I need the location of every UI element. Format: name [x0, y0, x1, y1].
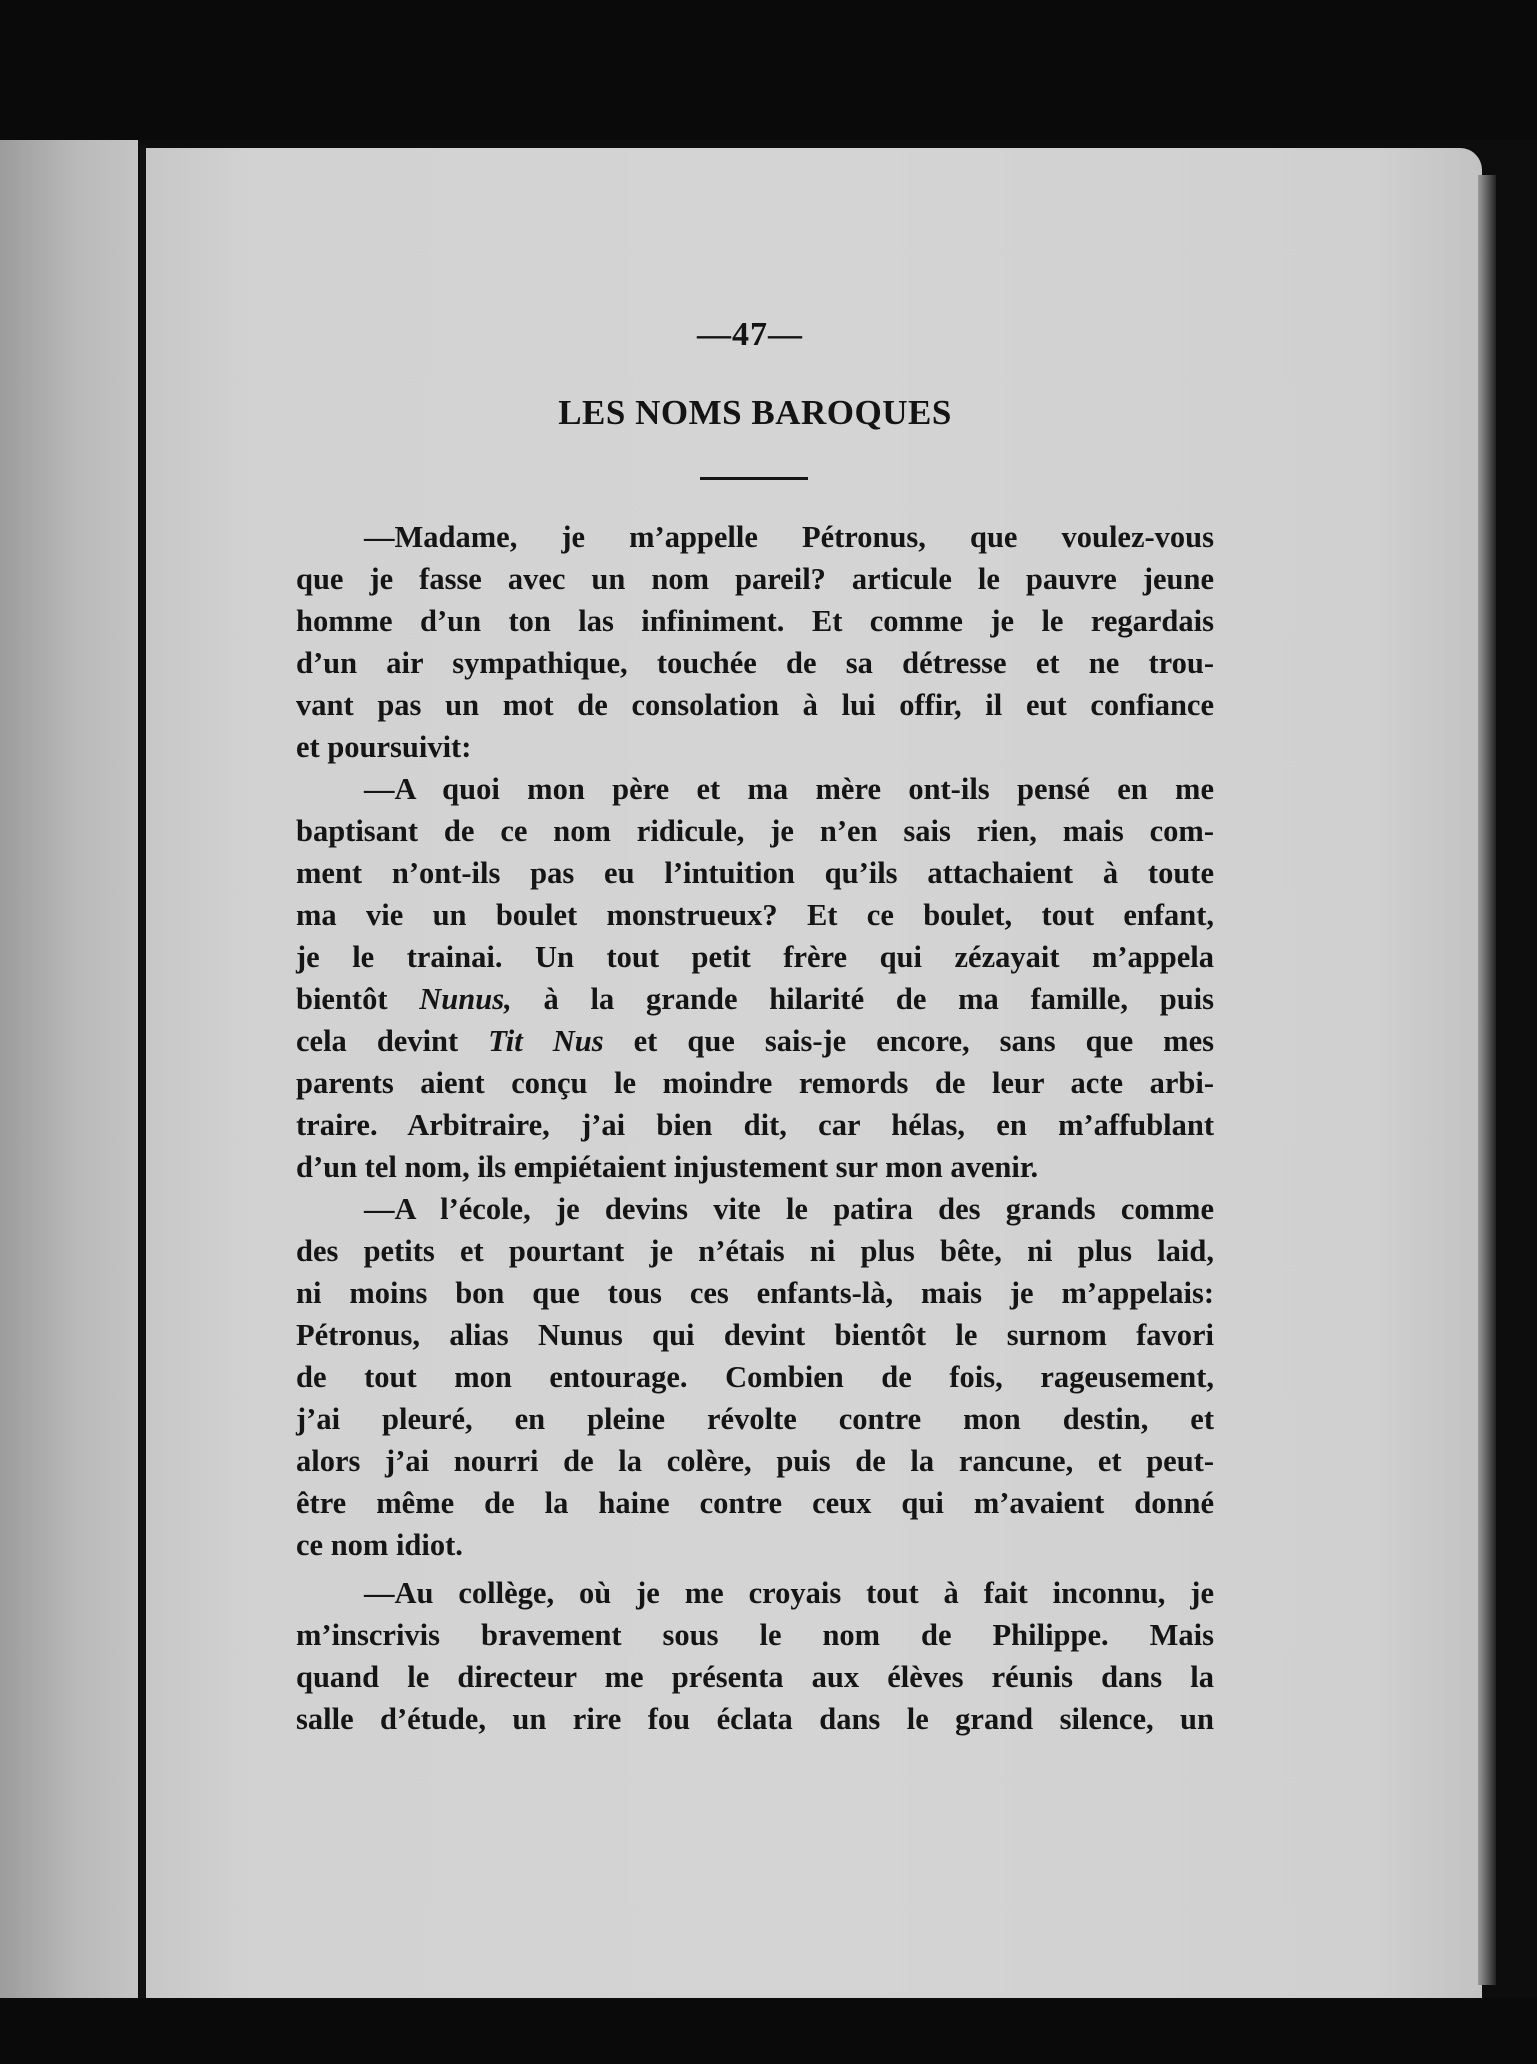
text-line: —Au collège, où je me croyais tout à fait inconnu, je — [364, 1576, 1214, 1610]
page-edge-shadow — [1478, 175, 1496, 1985]
text-line: m’inscrivis bravement sous le nom de Philippe. Mais — [296, 1618, 1214, 1652]
italic-name: Tit Nus — [488, 1024, 604, 1058]
text-line: —A quoi mon père et ma mère ont-ils pensé en me — [364, 772, 1214, 806]
text-line: être même de la haine contre ceux qui m’avaient donné — [296, 1486, 1214, 1520]
text-line: —Madame, je m’appelle Pétronus, que voulez-vous — [364, 520, 1214, 554]
paragraph — [296, 516, 1214, 768]
text-line: ce nom idiot. — [296, 1528, 463, 1562]
text-line: baptisant de ce nom ridicule, je n’en sais rien, mais com- — [296, 814, 1214, 848]
text-line: quand le directeur me présenta aux élèves réunis dans la — [296, 1660, 1214, 1694]
text-line: homme d’un ton las infiniment. Et comme je le regardais — [296, 604, 1214, 638]
text-line: d’un air sympathique, touchée de sa détresse et ne trou- — [296, 646, 1214, 680]
text-line: bientôt Nunus, à la grande hilarité de ma famille, puis — [296, 982, 1215, 1016]
body-text — [296, 516, 1214, 1740]
text-line: et poursuivit: — [296, 730, 472, 764]
italic-name: Nunus, — [419, 982, 512, 1016]
text-line: cela devint Tit Nus et que sais-je encore, sans que mes — [296, 1024, 1214, 1058]
text-line: Pétronus, alias Nunus qui devint bientôt le surnom favori — [296, 1318, 1214, 1352]
chapter-title: LES NOMS BAROQUES — [558, 393, 952, 432]
paragraph — [296, 1188, 1214, 1566]
scan-border-bottom — [0, 1998, 1537, 2064]
paragraph — [296, 768, 1214, 1188]
text-line: —A l’école, je devins vite le patira des grands comme — [364, 1192, 1214, 1226]
text-line: salle d’étude, un rire fou éclata dans le grand silence, un — [296, 1702, 1214, 1736]
text-line: de tout mon entourage. Combien de fois, rageusement, — [296, 1360, 1214, 1394]
text-line: traire. Arbitraire, j’ai bien dit, car hélas, en m’affublant — [296, 1108, 1214, 1142]
text-line: ma vie un boulet monstrueux? Et ce boulet, tout enfant, — [296, 898, 1214, 932]
scan-border-top — [0, 0, 1537, 140]
title-rule — [700, 477, 808, 480]
facing-page-edge — [0, 140, 138, 2000]
text-line: alors j’ai nourri de la colère, puis de la rancune, et peut- — [296, 1444, 1214, 1478]
text-line: des petits et pourtant je n’étais ni plus bête, ni plus laid, — [296, 1234, 1214, 1268]
text-line: je le trainai. Un tout petit frère qui zézayait m’appela — [296, 940, 1214, 974]
text-line: ment n’ont-ils pas eu l’intuition qu’ils attachaient à toute — [296, 856, 1214, 890]
page-number: —47— — [697, 316, 803, 353]
text-line: j’ai pleuré, en pleine révolte contre mon destin, et — [296, 1402, 1214, 1436]
text-line: que je fasse avec un nom pareil? articule le pauvre jeune — [296, 562, 1214, 596]
text-line: parents aient conçu le moindre remords de leur acte arbi- — [296, 1066, 1214, 1100]
text-line: ni moins bon que tous ces enfants-là, mais je m’appelais: — [296, 1276, 1214, 1310]
paragraph — [296, 1572, 1214, 1740]
text-line: d’un tel nom, ils empiétaient injustement sur mon avenir. — [296, 1150, 1039, 1184]
text-line: vant pas un mot de consolation à lui offir, il eut confiance — [296, 688, 1214, 722]
